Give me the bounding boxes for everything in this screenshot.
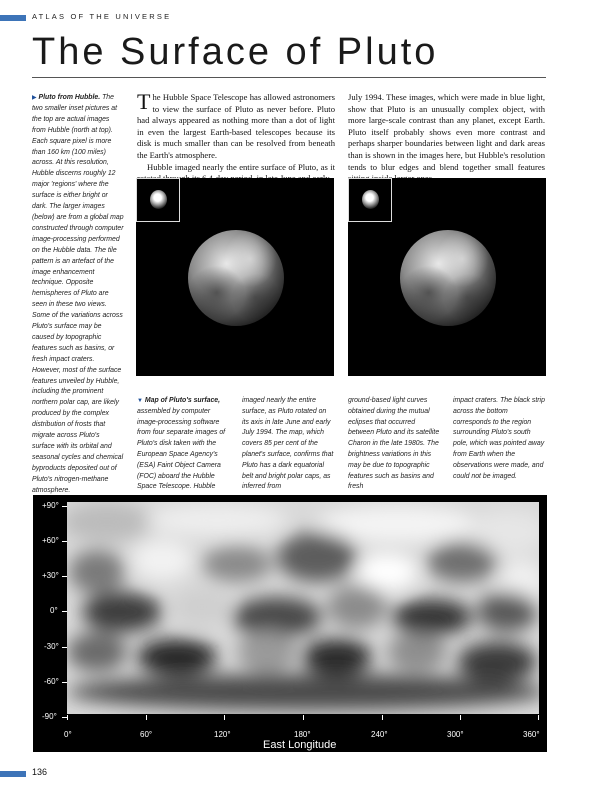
article-paragraph-text: he Hubble Space Telescope has allowed astronomers to view the surface of Pluto as never before. Pluto had always appeared as nothing more than a dot of light in even the largest Earth-based telescopes because its disk is much smaller than can be resolved from beneath the Earth's atmosphere.: [137, 92, 335, 160]
longitude-tick-label: 0°: [64, 730, 72, 739]
latitude-tick-mark: [62, 541, 67, 542]
page-title: The Surface of Pluto: [32, 31, 439, 73]
longitude-tick-mark: [460, 715, 461, 720]
article-paragraph: July 1994. These images, which were made in blue light, show that Pluto is an unusually complex object, with more large-scale contrast than any planet, except Earth. Pluto itself probably shows even more contrast and perhaps sharper boundaries between light and dark areas than is shown in the images here, but Hubble's resolution tends to blur edges and blend together small features: [348, 92, 545, 172]
pluto-globe: [400, 230, 496, 326]
header-accent-bar: [0, 15, 26, 21]
longitude-tick-label: 120°: [214, 730, 231, 739]
map-caption-column-1: [137, 396, 229, 493]
map-caption-column-2: imaged nearly the entire surface, as Pluto rotated on its axis in late June and early July 1994. The map, which covers 85 per cent of the planet's surface, confirms that Pluto has a dark equatorial belt and bright polar caps, as inferred from: [242, 397, 334, 491]
longitude-tick-mark: [67, 715, 68, 720]
latitude-tick-mark: [62, 506, 67, 507]
page-number: 136: [32, 767, 48, 777]
latitude-axis-title: Latitude: [9, 600, 21, 640]
longitude-tick-label: 240°: [371, 730, 388, 739]
title-divider: [32, 77, 546, 78]
map-caption-column-4: impact craters. The black strip across the bottom corresponds to the region surrounding Pluto's south pole, which was pointed away from Earth when the observations were made, and could not be imaged.: [453, 397, 545, 480]
pluto-globe: [188, 230, 284, 326]
footer-accent-bar: [0, 771, 26, 777]
pluto-pixel-disk: [150, 190, 167, 209]
latitude-tick-mark: [62, 682, 67, 683]
longitude-tick-mark: [224, 715, 225, 720]
pluto-hemisphere-image-right: [348, 178, 546, 376]
latitude-tick-mark: [62, 647, 67, 648]
series-title: ATLAS OF THE UNIVERSE: [32, 12, 172, 21]
pluto-surface-map: [67, 502, 539, 714]
longitude-tick-mark: [146, 715, 147, 720]
article-column-2: [348, 92, 545, 185]
latitude-tick-label: +30°: [42, 571, 59, 580]
longitude-tick-mark: [538, 715, 539, 720]
article-paragraph: Hubble imaged nearly the entire surface of Pluto, as it: [147, 161, 335, 172]
hubble-inset-image: [136, 178, 180, 222]
latitude-tick-label: -60°: [44, 677, 59, 686]
article-column-1: [137, 89, 335, 185]
triangle-right-icon: ▶: [32, 95, 37, 101]
longitude-tick-label: 180°: [294, 730, 311, 739]
triangle-down-icon: ▼: [137, 398, 143, 404]
longitude-tick-mark: [303, 715, 304, 720]
longitude-tick-label: 60°: [140, 730, 153, 739]
pluto-pixel-disk: [362, 190, 379, 209]
latitude-tick-mark: [62, 611, 67, 612]
latitude-tick-label: -30°: [44, 642, 59, 651]
map-caption-text: assembled by computer image-processing software from four separate images of Pluto's disk taken with the European Space Agency's (ESA) Faint Object Camera (FOC) aboard the Hubble Space Telescope. Hubble: [137, 407, 226, 491]
drop-cap: T: [137, 89, 151, 114]
latitude-tick-label: +90°: [42, 501, 59, 510]
latitude-tick-label: 0°: [50, 606, 58, 615]
article-paragraph: [137, 89, 335, 162]
hubble-inset-image: [348, 178, 392, 222]
map-brightness-pattern: [67, 502, 539, 714]
pluto-hemisphere-image-left: [136, 178, 334, 376]
longitude-tick-mark: [382, 715, 383, 720]
map-caption-heading: Map of Pluto's surface,: [144, 397, 221, 404]
map-caption-column-3: ground-based light curves obtained during the mutual eclipses that occurred between Pluto and its satellite Charon in the late 1980s. The brightness variations in this may be due to topographic features such as basins and fresh: [348, 397, 440, 491]
longitude-tick-label: 360°: [523, 730, 540, 739]
sidebar-caption: [32, 93, 124, 497]
latitude-tick-label: -90°: [42, 712, 57, 721]
sidebar-caption-heading: Pluto from Hubble.: [38, 94, 101, 101]
longitude-tick-label: 300°: [447, 730, 464, 739]
longitude-axis-title: East Longitude: [263, 739, 337, 751]
latitude-tick-mark: [62, 576, 67, 577]
latitude-tick-label: +60°: [42, 536, 59, 545]
sidebar-caption-text: The two smaller inset pictures at the top are actual images from Hubble (north at top). Each square pixel is more than 160 km (100 miles) across. At this resolution, Hubble discerns roughly 12 major 'regions' where the surface is either bright or dark. The larger images (below) are from a global map constructed through computer image-processing performed on the Hubble data. The tile pattern is an artefact of the image enhancement technique. Opposite hemispheres of Pluto are seen in these two views. Some of the variations across Pluto's surface may be caused by topographic features such as basins, or fresh impact craters. However, most of the surface features unveiled by Hubble, including the prominent northern polar cap, are likely produced by the complex distribution of frosts that migrate across Pluto's surface with its orbital and seasonal cycles and chemical byproducts deposited out of Pluto's nitrogen-methane atmosphere.: [32, 94, 124, 494]
